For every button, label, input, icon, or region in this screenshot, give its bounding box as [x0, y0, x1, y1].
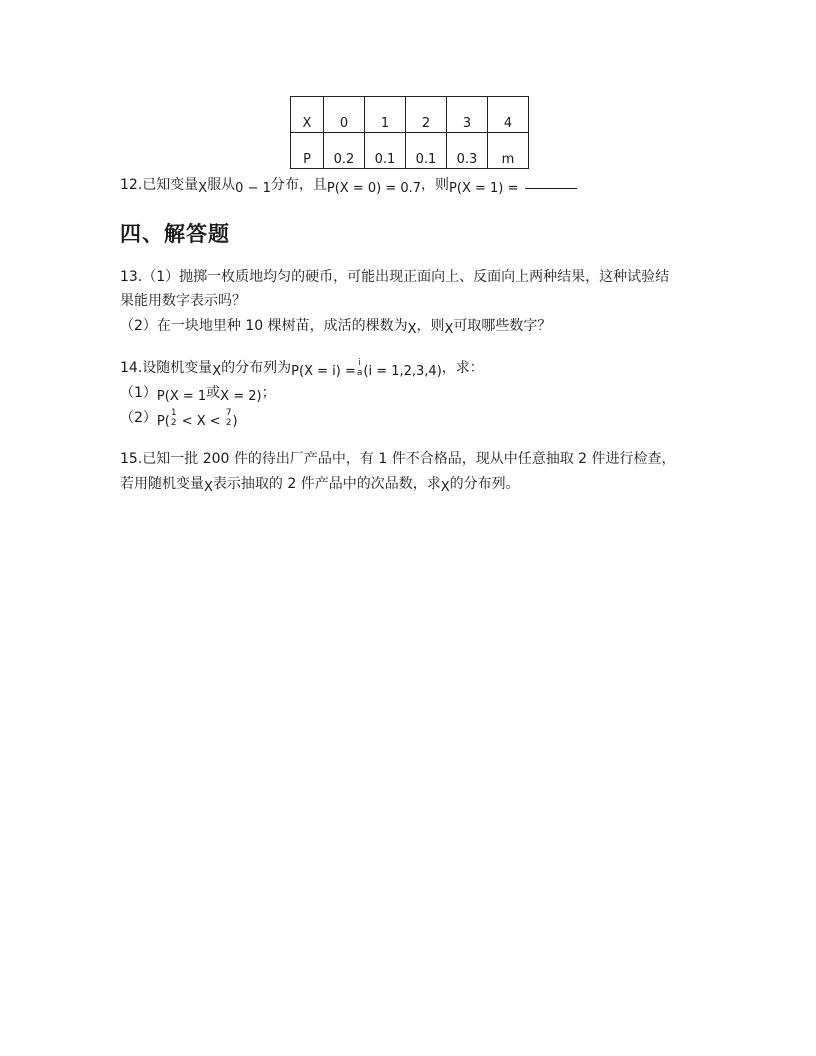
fraction: i a: [356, 358, 363, 378]
table-cell: 0.1: [365, 133, 406, 169]
table-cell: X: [291, 97, 324, 133]
table-cell: 0.3: [447, 133, 488, 169]
table-cell: 0: [324, 97, 365, 133]
question-13-line2: 果能用数字表示吗？: [120, 293, 246, 309]
table-cell: 3: [447, 97, 488, 133]
table-cell: 2: [406, 97, 447, 133]
question-14-part2: （2）P( 1 2 < X < 7 2 ): [120, 408, 238, 429]
question-15-line1: 15.已知一批 200 件的待出厂产品中，有 1 件不合格品，现从中任意抽取 2 件进行检查，: [120, 451, 676, 467]
fraction: 1 2: [170, 408, 177, 428]
question-13-line3: （2）在一块地里种 10 棵树苗，成活的棵数为X，则X可取哪些数字？: [120, 318, 552, 337]
table-cell: 4: [488, 97, 529, 133]
table-cell: P: [291, 133, 324, 169]
question-14-part1: （1）P(X = 1或X = 2)；: [120, 385, 276, 404]
table-row-p: [291, 133, 529, 169]
table-cell: 0.2: [324, 133, 365, 169]
distribution-table: [290, 96, 529, 169]
table-cell: 1: [365, 97, 406, 133]
fraction: 7 2: [225, 408, 232, 428]
table-cell: 0.1: [406, 133, 447, 169]
question-13-line1: 13.（1）抛掷一枚质地均匀的硬币，可能出现正面向上、反面向上两种结果，这种试验结: [120, 269, 670, 285]
question-12: 12.已知变量X服从0 − 1分布，且P(X = 0) = 0.7，则P(X = 1) =: [120, 176, 577, 195]
section-heading: 四、解答题: [120, 222, 230, 246]
table-cell: m: [488, 133, 529, 169]
question-14-stem: 14.设随机变量X的分布列为P(X = i) = i a (i = 1,2,3,4)，求：: [120, 358, 484, 379]
table-row-x: [291, 97, 529, 133]
question-15-line2: 若用随机变量X表示抽取的 2 件产品中的次品数，求X的分布列。: [120, 476, 520, 495]
answer-blank: [525, 176, 577, 189]
